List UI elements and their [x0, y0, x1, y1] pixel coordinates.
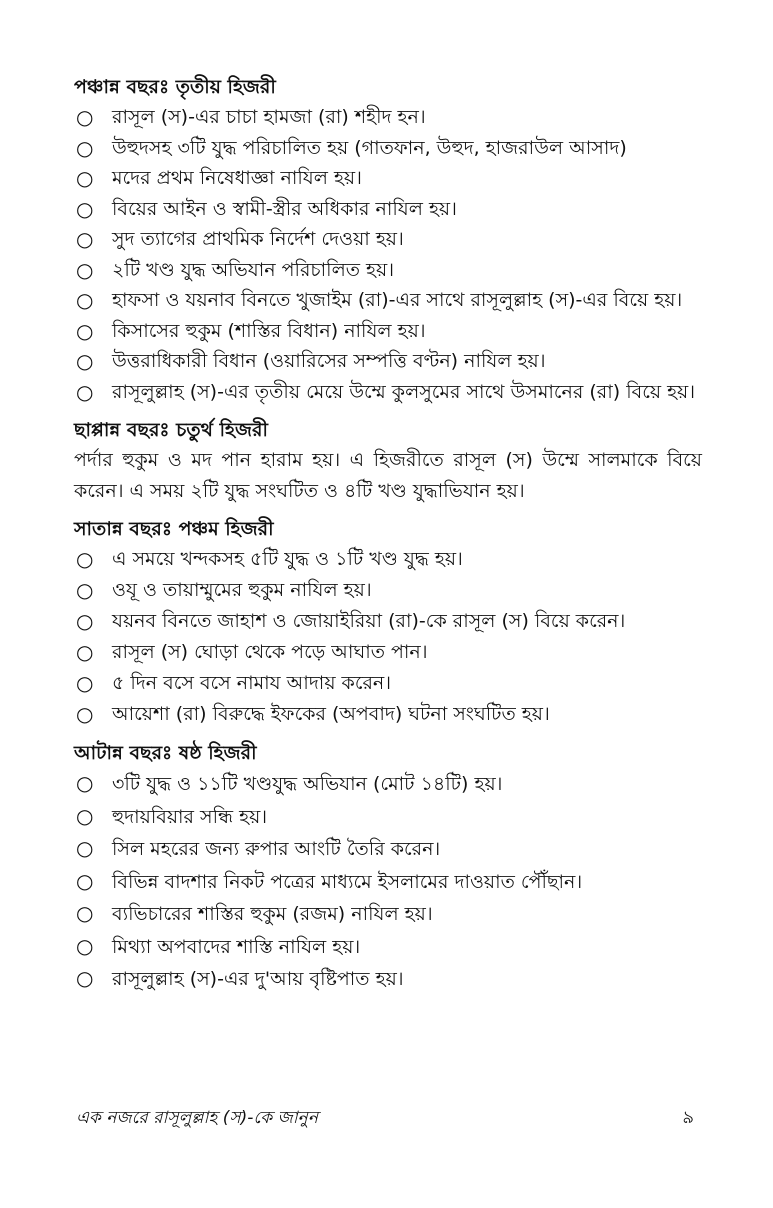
list-item: ○ উহুদসহ ৩টি যুদ্ধ পরিচালিত হয় (গাতফান, উহুদ, হাজরাউল আসাদ) — [74, 133, 702, 164]
circle-bullet-icon: ○ — [76, 966, 94, 990]
list-item: ○ উত্তরাধিকারী বিধান (ওয়ারিসের সম্পত্তি বণ্টন) নাযিল হয়। — [74, 346, 702, 377]
circle-bullet-icon: ○ — [76, 288, 94, 312]
event-list — [74, 768, 702, 996]
list-item: ○ ২টি খণ্ড যুদ্ধ অভিযান পরিচালিত হয়। — [74, 255, 702, 286]
list-item: ○ মদের প্রথম নিষেধাজ্ঞা নাযিল হয়। — [74, 163, 702, 194]
circle-bullet-icon: ○ — [76, 257, 94, 282]
section-fifth-hijri — [74, 514, 702, 730]
list-item: ○ আয়েশা (রা) বিরুদ্ধে ইফকের (অপবাদ) ঘটনা সংঘটিত হয়। — [74, 699, 702, 730]
event-list — [74, 544, 702, 730]
circle-bullet-icon: ○ — [76, 671, 94, 695]
list-item: ○ রাসূল (স)-এর চাচা হামজা (রা) শহীদ হন। — [74, 102, 702, 133]
circle-bullet-icon: ○ — [76, 547, 94, 571]
list-item: ○ রাসূলুল্লাহ (স)-এর দু'আয় বৃষ্টিপাত হয়। — [74, 963, 702, 996]
circle-bullet-icon: ○ — [76, 901, 94, 925]
page-footer — [76, 1103, 694, 1133]
circle-bullet-icon: ○ — [76, 933, 94, 958]
circle-bullet-icon: ○ — [76, 771, 94, 795]
circle-bullet-icon: ○ — [76, 640, 94, 664]
circle-bullet-icon: ○ — [76, 318, 94, 343]
list-item: ○ সুদ ত্যাগের প্রাথমিক নির্দেশ দেওয়া হয়। — [74, 224, 702, 255]
circle-bullet-icon: ○ — [76, 196, 94, 221]
circle-bullet-icon: ○ — [76, 868, 94, 893]
circle-bullet-icon: ○ — [76, 135, 94, 160]
list-item: ○ ব্যভিচারের শাস্তির হুকুম (রজম) নাযিল হয়। — [74, 898, 702, 931]
list-item: ○ হাফসা ও যয়নাব বিনতে খুজাইম (রা)-এর সাথে রাসূলুল্লাহ (স)-এর বিয়ে হয়। — [74, 285, 702, 316]
list-item: ○ কিসাসের হুকুম (শাস্তির বিধান) নাযিল হয়। — [74, 316, 702, 347]
section-heading: পঞ্চান্ন বছরঃ তৃতীয় হিজরী — [74, 76, 276, 98]
list-item: ○ হুদায়বিয়ার সন্ধি হয়। — [74, 801, 702, 834]
circle-bullet-icon: ○ — [76, 105, 94, 129]
section-sixth-hijri — [74, 738, 702, 996]
page-content — [74, 72, 702, 1004]
section-heading: সাতান্ন বছরঃ পঞ্চম হিজরী — [74, 518, 274, 540]
list-item: ○ রাসূল (স) ঘোড়া থেকে পড়ে আঘাত পান। — [74, 637, 702, 668]
list-item: ○ সিল মহরের জন্য রুপার আংটি তৈরি করেন। — [74, 833, 702, 866]
circle-bullet-icon: ○ — [76, 379, 94, 404]
circle-bullet-icon: ○ — [76, 803, 94, 828]
circle-bullet-icon: ○ — [76, 578, 94, 602]
circle-bullet-icon: ○ — [76, 166, 94, 190]
book-title: এক নজরে রাসূলুল্লাহ (স)-কে জানুন — [76, 1108, 318, 1128]
list-item: ○ বিয়ের আইন ও স্বামী-স্ত্রীর অধিকার নাযিল হয়। — [74, 194, 702, 225]
circle-bullet-icon: ○ — [76, 227, 94, 251]
list-item: ○ ৩টি যুদ্ধ ও ১১টি খণ্ডযুদ্ধ অভিযান (মোট ১৪টি) হয়। — [74, 768, 702, 801]
circle-bullet-icon: ○ — [76, 836, 94, 860]
circle-bullet-icon: ○ — [76, 609, 94, 633]
list-item: ○ ওযূ ও তায়াম্মুমের হুকুম নাযিল হয়। — [74, 575, 702, 606]
event-list — [74, 102, 702, 407]
list-item: ○ মিথ্যা অপবাদের শাস্তি নাযিল হয়। — [74, 931, 702, 964]
list-item: ○ যয়নব বিনতে জাহাশ ও জোয়াইরিয়া (রা)-কে রাসূল (স) বিয়ে করেন। — [74, 606, 702, 637]
list-item: ○ বিভিন্ন বাদশার নিকট পত্রের মাধ্যমে ইসলামের দাওয়াত পৌঁছান। — [74, 866, 702, 899]
circle-bullet-icon: ○ — [76, 702, 94, 726]
list-item: ○ এ সময়ে খন্দকসহ ৫টি যুদ্ধ ও ১টি খণ্ড যুদ্ধ হয়। — [74, 544, 702, 575]
section-heading: ছাপ্পান্ন বছরঃ চতুর্থ হিজরী — [74, 419, 268, 441]
circle-bullet-icon: ○ — [76, 349, 94, 373]
section-third-hijri — [74, 72, 702, 407]
page-number: ৯ — [682, 1107, 694, 1128]
list-item: ○ ৫ দিন বসে বসে নামায আদায় করেন। — [74, 668, 702, 699]
section-heading: আটান্ন বছরঃ ষষ্ঠ হিজরী — [74, 742, 257, 764]
section-paragraph: পর্দার হুকুম ও মদ পান হারাম হয়। এ হিজরীতে রাসূল (স) উম্মে সালমাকে বিয়ে করেন। এ সময় ২টি যুদ্ধ সংঘটিত ও ৪টি খণ্ড যুদ্ধাভিযান হয়। — [74, 449, 702, 502]
section-fourth-hijri — [74, 415, 702, 506]
list-item: ○ রাসূলুল্লাহ (স)-এর তৃতীয় মেয়ে উম্মে কুলসুমের সাথে উসমানের (রা) বিয়ে হয়। — [74, 377, 702, 408]
